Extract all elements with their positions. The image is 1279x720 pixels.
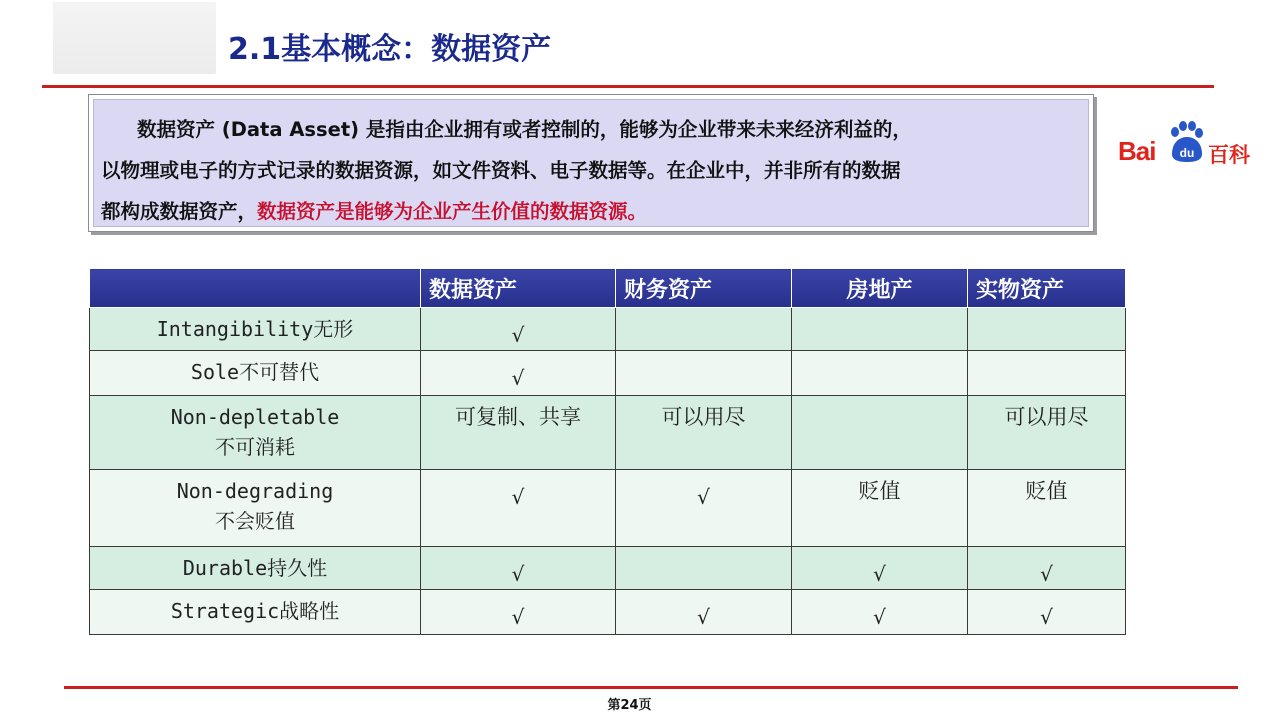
definition-line-3: [101, 191, 1081, 232]
slide-title: 2.1基本概念：数据资产: [228, 32, 552, 67]
paw-icon: [1166, 120, 1206, 164]
check-icon: √: [511, 323, 525, 347]
table-header-row: [90, 269, 1126, 308]
table-row: [90, 396, 1126, 470]
check-icon: √: [1040, 562, 1053, 586]
table-cell: [421, 547, 616, 590]
baidu-baike-logo: [1118, 120, 1258, 168]
definition-highlight: 数据资产是能够为企业产生价值的数据资源。: [257, 200, 648, 223]
asset-comparison-table: [89, 268, 1126, 635]
top-divider: [42, 85, 1214, 88]
table-cell: 可复制、共享: [421, 396, 616, 470]
definition-line-1: 数据资产 (Data Asset) 是指由企业拥有或者控制的，能够为企业带来未来经济利益的，: [137, 118, 912, 141]
asset-comparison-table-wrap: [89, 268, 1125, 635]
table-cell: 贬值: [968, 470, 1126, 547]
definition-line-2: 以物理或电子的方式记录的数据资源，如文件资料、电子数据等。在企业中，并非所有的数据: [101, 159, 901, 182]
table-row: [90, 590, 1126, 635]
table-cell: [792, 351, 968, 396]
table-header-financial-asset: 财务资产: [616, 269, 792, 308]
table-header-data-asset: 数据资产: [421, 269, 616, 308]
table-cell: [792, 590, 968, 635]
row-label: Intangibility无形: [90, 308, 421, 351]
table-cell: [968, 590, 1126, 635]
check-icon: √: [873, 562, 886, 586]
baidu-logo-baike: 百科: [1208, 143, 1250, 167]
table-cell: [792, 547, 968, 590]
baidu-logo-bai: Bai: [1118, 136, 1156, 166]
table-row: [90, 351, 1126, 396]
page-number-wrap: [0, 694, 1279, 713]
table-cell: [968, 351, 1126, 396]
table-row: [90, 308, 1126, 351]
table-header-empty: [90, 269, 421, 308]
table-cell: 贬值: [792, 470, 968, 547]
row-label: Strategic战略性: [90, 590, 421, 635]
table-header-physical-asset: 实物资产: [968, 269, 1126, 308]
table-cell: [421, 590, 616, 635]
check-icon: √: [1040, 605, 1053, 629]
check-icon: √: [873, 605, 886, 629]
table-cell: [616, 308, 792, 351]
table-row: [90, 470, 1126, 547]
table-cell: [421, 308, 616, 351]
table-cell: [616, 590, 792, 635]
row-label: Durable持久性: [90, 547, 421, 590]
check-icon: √: [511, 485, 525, 509]
check-icon: √: [697, 485, 710, 509]
table-cell: 可以用尽: [616, 396, 792, 470]
definition-line-3-prefix: 都构成数据资产，: [101, 200, 258, 223]
table-cell: [421, 470, 616, 547]
check-icon: √: [511, 605, 525, 629]
row-label: Sole不可替代: [90, 351, 421, 396]
definition-box: [88, 94, 1094, 232]
table-cell: [792, 396, 968, 470]
bottom-divider: [64, 686, 1238, 689]
table-cell: [421, 351, 616, 396]
page-number: 第24页: [607, 698, 652, 713]
table-cell: 可以用尽: [968, 396, 1126, 470]
check-icon: √: [511, 562, 525, 586]
table-header-real-estate: 房地产: [792, 269, 968, 308]
header-logo-placeholder: [53, 2, 216, 74]
table-cell: [616, 547, 792, 590]
table-cell: [792, 308, 968, 351]
table-row: [90, 547, 1126, 590]
check-icon: √: [511, 366, 525, 390]
baidu-logo-du: du: [1179, 146, 1195, 160]
row-label: Non-degrading 不会贬值: [90, 470, 421, 547]
row-label: Non-depletable 不可消耗: [90, 396, 421, 470]
table-cell: [968, 308, 1126, 351]
check-icon: √: [697, 605, 710, 629]
table-cell: [616, 351, 792, 396]
table-cell: [968, 547, 1126, 590]
table-cell: [616, 470, 792, 547]
